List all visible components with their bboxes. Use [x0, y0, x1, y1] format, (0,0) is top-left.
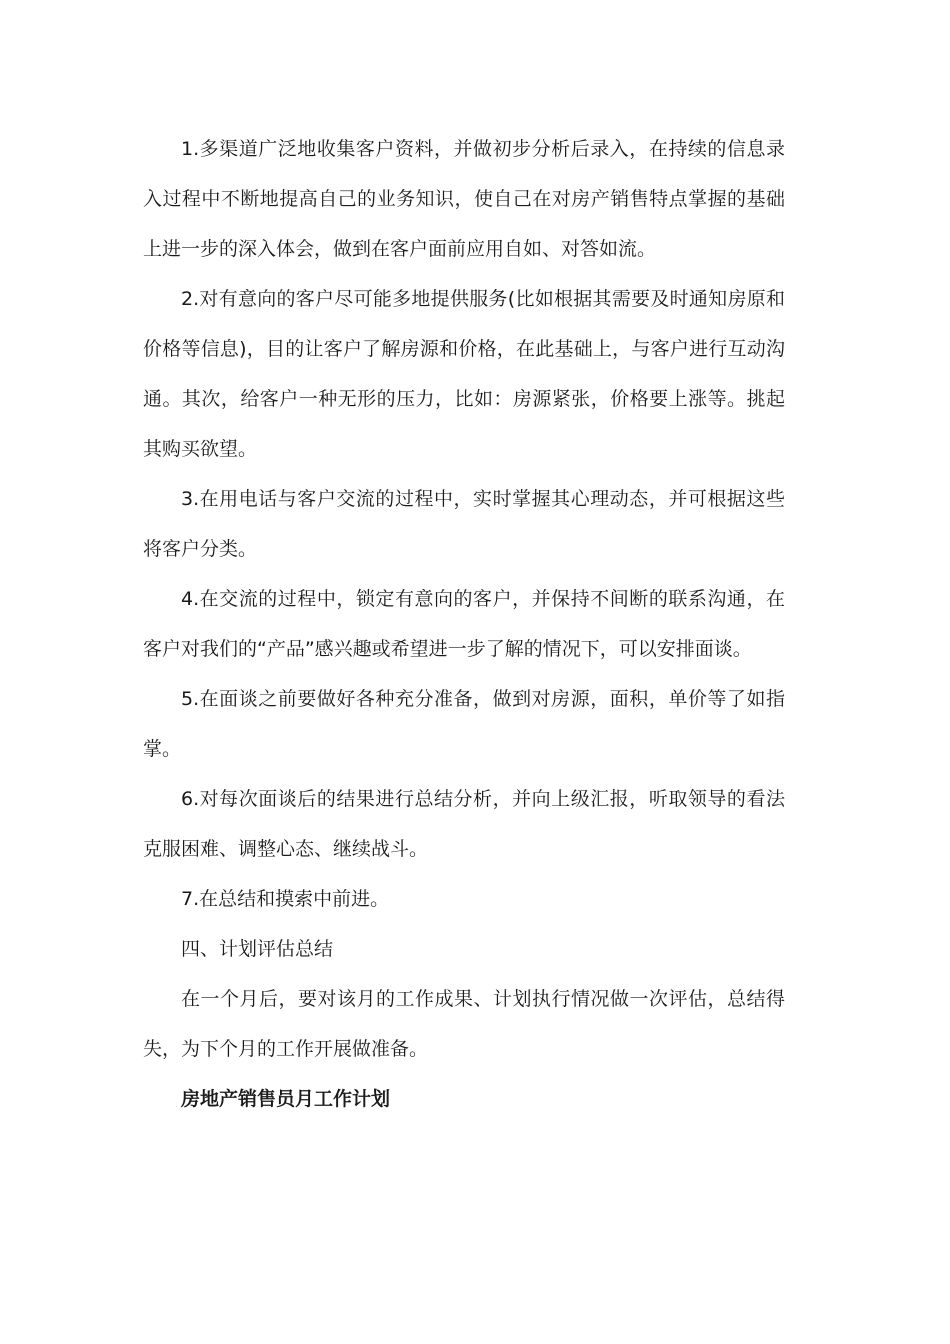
paragraph-item-1: 1.多渠道广泛地收集客户资料，并做初步分析后录入，在持续的信息录入过程中不断地提高自己的业务知识，使自己在对房产销售特点掌握的基础上进一步的深入体会，做到在客户面前应用自如、对答如流。: [143, 138, 785, 260]
paragraph-item-2: 2.对有意向的客户尽可能多地提供服务(比如根据其需要及时通知房原和价格等信息)，目的让客户了解房源和价格，在此基础上，与客户进行互动沟通。其次，给客户一种无形的压力，比如：房源紧张，价格要上涨等。挑起其购买欲望。: [143, 288, 785, 460]
document-body: [143, 124, 785, 1124]
paragraph-item-7: 7.在总结和摸索中前进。: [181, 888, 390, 910]
paragraph-item-4: 4.在交流的过程中，锁定有意向的客户，并保持不间断的联系沟通，在客户对我们的“产品”感兴趣或希望进一步了解的情况下，可以安排面谈。: [143, 588, 785, 660]
section-title: 房地产销售员月工作计划: [181, 1088, 391, 1110]
paragraph-item-5: 5.在面谈之前要做好各种充分准备，做到对房源，面积，单价等了如指掌。: [143, 688, 785, 760]
paragraph-evaluation: 在一个月后，要对该月的工作成果、计划执行情况做一次评估，总结得失，为下个月的工作开展做准备。: [143, 988, 785, 1060]
paragraph-item-6: 6.对每次面谈后的结果进行总结分析，并向上级汇报，听取领导的看法克服困难、调整心态、继续战斗。: [143, 788, 785, 860]
paragraph-item-3: 3.在用电话与客户交流的过程中，实时掌握其心理动态，并可根据这些将客户分类。: [143, 488, 785, 560]
section-heading-evaluation: 四、计划评估总结: [181, 938, 334, 960]
